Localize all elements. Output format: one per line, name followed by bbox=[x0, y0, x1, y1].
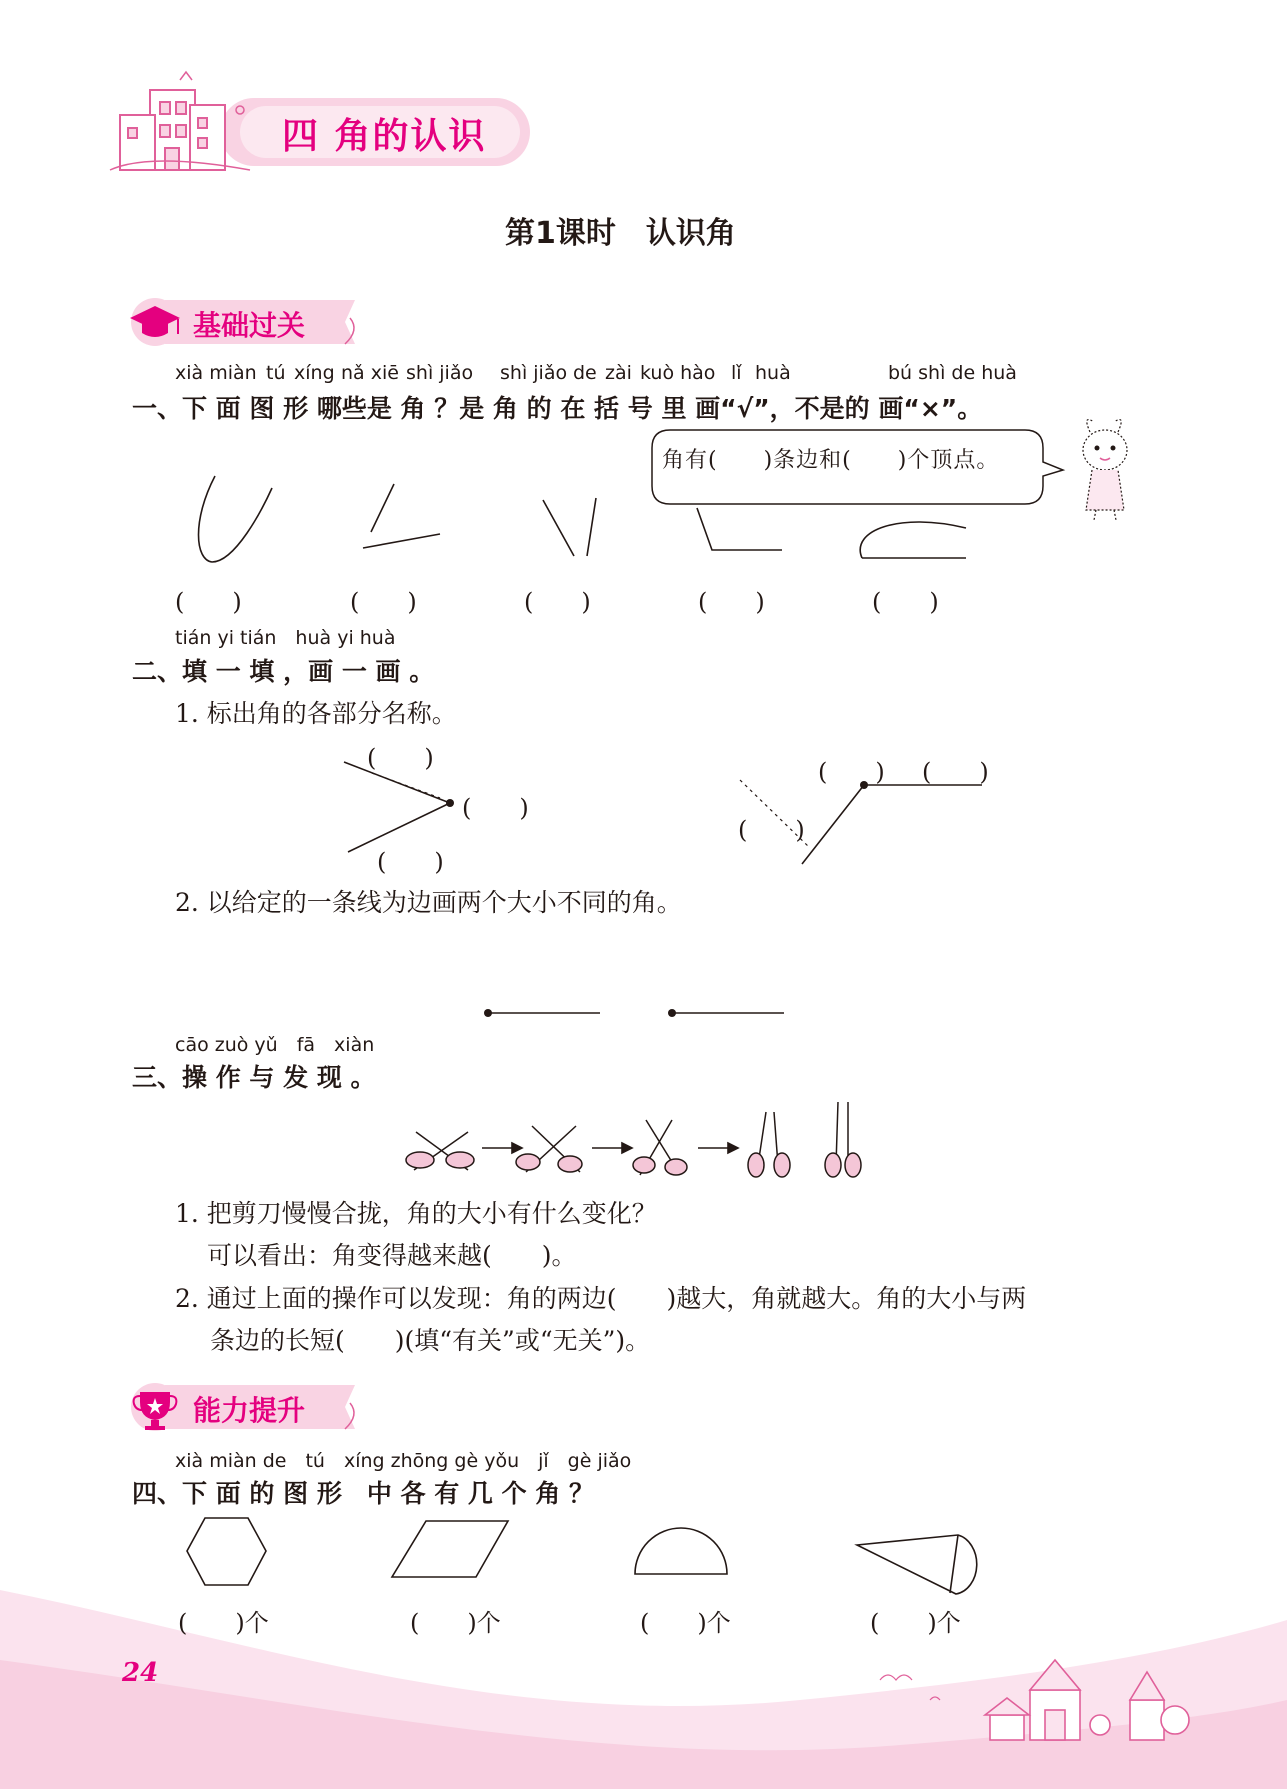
q4-answer-2[interactable]: ( )个 bbox=[410, 1609, 501, 1637]
q3-item-1-line-1: 1. 把剪刀慢慢合拢，角的大小有什么变化？ bbox=[175, 1199, 657, 1228]
q2-question: 二、填 一 填 ，画 一 画 。 bbox=[132, 657, 435, 686]
q1-pinyin-2: tú bbox=[266, 362, 286, 384]
q1-answer-4[interactable]: ( ) bbox=[698, 588, 765, 616]
chapter-title: 四 角的认识 bbox=[282, 116, 487, 157]
page-number: 24 bbox=[122, 1658, 159, 1688]
q3-item-1-line-2: 可以看出：角变得越来越( )。 bbox=[207, 1241, 577, 1270]
section-advanced-label: 能力提升 bbox=[193, 1394, 306, 1427]
q1-question: 一、下 面 图 形 哪些是 角 ？是 角 的 在 括 号 里 画“√”，不是的 画“×”。 bbox=[132, 394, 983, 423]
q2-left-label-bottom[interactable]: ( ) bbox=[377, 848, 444, 876]
q3-item-2-line-1: 2. 通过上面的操作可以发现：角的两边( )越大，角就越大。角的大小与两 bbox=[175, 1284, 1027, 1313]
q2-pinyin: tián yi tián huà yi huà bbox=[175, 627, 396, 649]
q3-item-2-line-2: 条边的长短( )(填“有关”或“无关”)。 bbox=[210, 1326, 651, 1355]
q2-item-1: 1. 标出角的各部分名称。 bbox=[175, 699, 457, 728]
section-basic-label: 基础过关 bbox=[193, 309, 306, 342]
q1-answer-3[interactable]: ( ) bbox=[524, 588, 591, 616]
q1-pinyin-1: xià miàn bbox=[175, 362, 257, 384]
q2-right-label-bottom[interactable]: ( ) bbox=[738, 816, 805, 844]
q1-pinyin-6: shì jiǎo bbox=[500, 362, 568, 384]
q1-pinyin-12: bú shì de huà bbox=[888, 362, 1017, 384]
q2-item-2: 2. 以给定的一条线为边画两个大小不同的角。 bbox=[175, 888, 682, 917]
q1-answer-5[interactable]: ( ) bbox=[872, 588, 939, 616]
hexagon-shape bbox=[187, 1518, 266, 1585]
q4-pinyin: xià miàn de tú xíng zhōng gè yǒu jǐ gè jiǎo bbox=[175, 1450, 632, 1472]
q4-answer-3[interactable]: ( )个 bbox=[640, 1609, 731, 1637]
q1-answer-1[interactable]: ( ) bbox=[175, 588, 242, 616]
q3-pinyin: cāo zuò yǔ fā xiàn bbox=[175, 1034, 375, 1056]
q4-answer-1[interactable]: ( )个 bbox=[178, 1609, 269, 1637]
q1-pinyin-5: shì jiǎo bbox=[406, 362, 474, 384]
q4-answer-4[interactable]: ( )个 bbox=[870, 1609, 961, 1637]
q2-left-label-vertex[interactable]: ( ) bbox=[462, 794, 529, 822]
lesson-title: 第1课时 认识角 bbox=[505, 216, 736, 251]
q3-question: 三、操 作 与 发 现 。 bbox=[132, 1063, 376, 1092]
q1-pinyin-8: zài bbox=[605, 362, 632, 384]
q4-question: 四、下 面 的 图 形 中 各 有 几 个 角 ？ bbox=[132, 1479, 595, 1508]
q2-right-label-side[interactable]: ( ) bbox=[922, 758, 989, 786]
cone-sector-shape bbox=[857, 1535, 977, 1594]
q1-pinyin-4: nǎ xiē bbox=[341, 362, 399, 384]
q2-right-label-vertex[interactable]: ( ) bbox=[818, 758, 885, 786]
q1-answer-2[interactable]: ( ) bbox=[350, 588, 417, 616]
q1-pinyin-11: huà bbox=[755, 362, 791, 384]
parallelogram-shape bbox=[392, 1521, 508, 1577]
q1-pinyin-3: xíng bbox=[294, 362, 335, 384]
q1-pinyin-10: lǐ bbox=[731, 362, 742, 384]
bubble-text: 角有( )条边和( )个顶点。 bbox=[662, 448, 1000, 473]
semicircle-shape bbox=[635, 1528, 727, 1574]
q1-pinyin-9: kuò hào bbox=[640, 362, 716, 384]
q1-pinyin-7: de bbox=[573, 362, 597, 384]
q2-left-label-top[interactable]: ( ) bbox=[367, 744, 434, 772]
